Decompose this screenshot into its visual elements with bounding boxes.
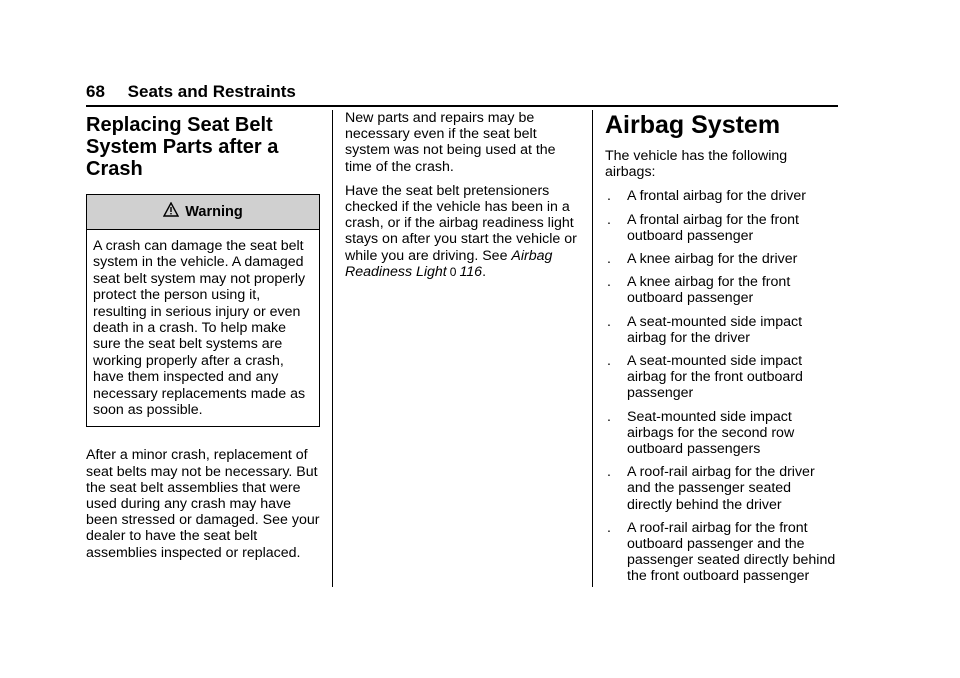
bullet-icon: . — [607, 464, 611, 481]
list-item-text: A roof-rail airbag for the driver and the passenger seated directly behind the driver — [627, 464, 815, 513]
warning-header — [87, 195, 319, 230]
warning-box — [86, 194, 320, 427]
column-divider-1 — [332, 110, 333, 587]
page-ref-icon: 0 — [449, 264, 457, 279]
paragraph-new-parts: New parts and repairs may be necessary even if the seat belt system was not being used at the time of the crash. — [345, 110, 556, 175]
bullet-icon: . — [607, 519, 611, 536]
list-item-text: A seat-mounted side impact airbag for the driver — [627, 313, 803, 346]
page-number: 68 — [86, 82, 105, 101]
warning-text: A crash can damage the seat belt system in the vehicle. A damaged seat belt system may not properly protect the person using it, resulting in serious injury or even death in a crash. To help make sure the seat belt systems are working properly after a crash, have them inspected and any necessary replacements made as soon as possible. — [93, 238, 306, 419]
column-3 — [605, 110, 839, 592]
subsection-title: Replacing Seat Belt System Parts after a Crash — [86, 114, 279, 180]
list-item — [605, 464, 839, 513]
list-item-text: A seat-mounted side impact airbag for the front outboard passenger — [627, 353, 803, 402]
bullet-icon: . — [607, 188, 611, 205]
list-item — [605, 520, 839, 585]
airbag-readiness-link[interactable]: Airbag Readiness Light — [345, 247, 553, 280]
airbag-list — [605, 188, 839, 584]
list-item — [605, 251, 839, 267]
list-item-text: A roof-rail airbag for the front outboard passenger and the passenger seated directly behind the front outboard passenger — [627, 519, 836, 585]
column-divider-2 — [592, 110, 593, 587]
list-item-text: A knee airbag for the front outboard passenger — [627, 274, 791, 307]
list-item — [605, 212, 839, 244]
bullet-icon: . — [607, 211, 611, 228]
pretensioner-text: Have the seat belt pretensioners checked if the vehicle has been in a crash, or if the airbag readiness light stays on after you start the vehicle or while you are driving. See — [345, 182, 577, 264]
airbag-system-title: Airbag System — [605, 111, 781, 139]
list-item — [605, 274, 839, 306]
column-2 — [345, 110, 581, 288]
airbag-intro: The vehicle has the following airbags: — [605, 148, 788, 181]
bullet-icon: . — [607, 274, 611, 291]
list-item-text: A frontal airbag for the driver — [627, 188, 807, 205]
page-header — [86, 81, 838, 107]
section-title: Seats and Restraints — [127, 82, 296, 101]
paragraph-minor-crash: After a minor crash, replacement of seat belts may not be necessary. But the seat belt assemblies that were used during any crash may have been stressed or damaged. See your dealer to have the seat belt assemblies inspected or replaced. — [86, 447, 320, 561]
bullet-icon: . — [607, 313, 611, 330]
list-item-text: Seat-mounted side impact airbags for the second row outboard passengers — [627, 408, 795, 458]
list-item — [605, 409, 839, 458]
column-1 — [86, 110, 320, 569]
list-item — [605, 188, 839, 204]
list-item-text: A knee airbag for the driver — [627, 251, 798, 268]
list-item — [605, 353, 839, 402]
period: . — [482, 263, 487, 280]
list-item-text: A frontal airbag for the front outboard passenger — [627, 211, 799, 244]
warning-triangle-icon — [163, 202, 179, 221]
bullet-icon: . — [607, 408, 611, 425]
page-ref-number[interactable]: 116 — [459, 263, 483, 280]
paragraph-pretensioners — [345, 183, 581, 280]
warning-label: Warning — [185, 203, 243, 220]
bullet-icon: . — [607, 353, 611, 370]
list-item — [605, 314, 839, 346]
bullet-icon: . — [607, 251, 611, 268]
